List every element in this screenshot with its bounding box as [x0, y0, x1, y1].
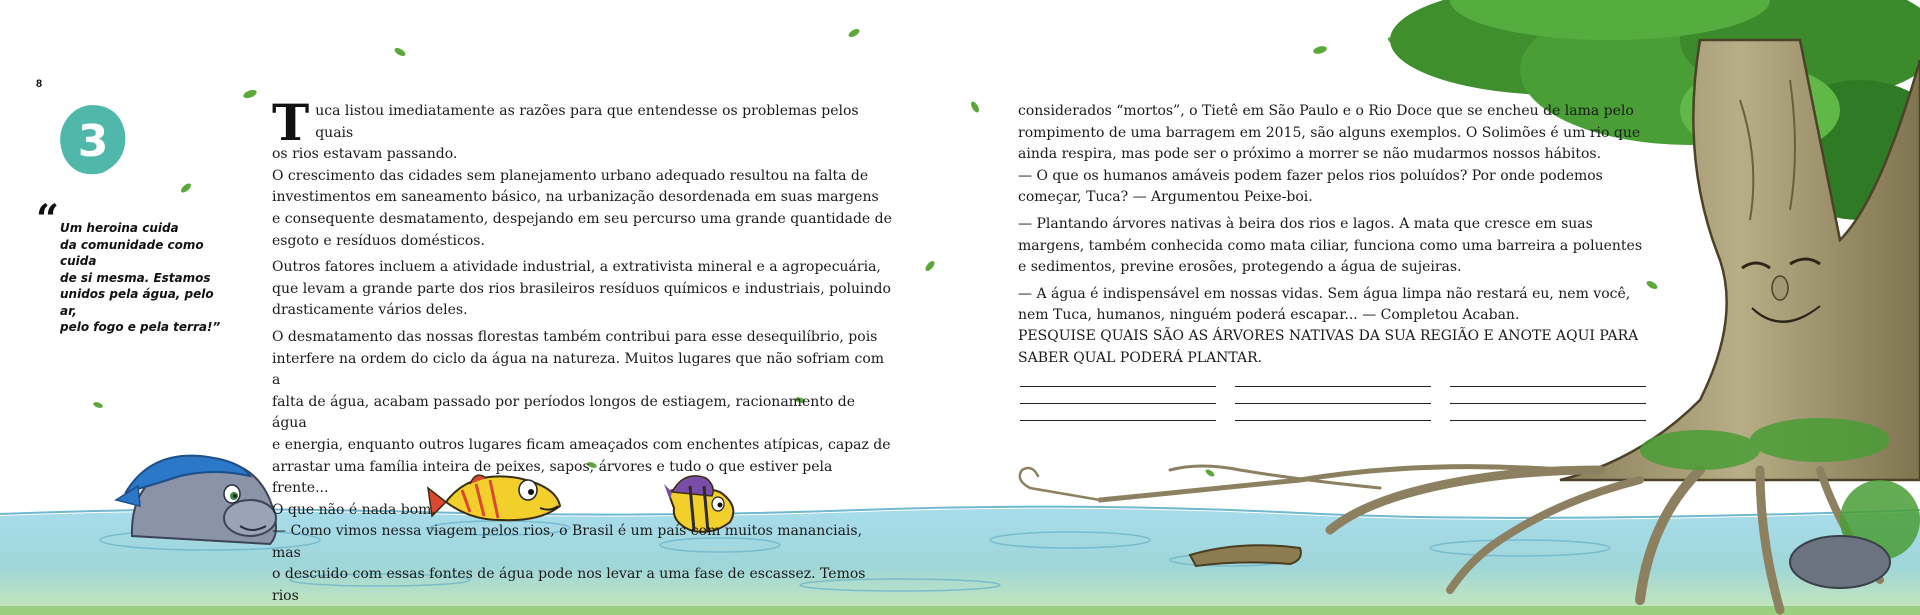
answer-blank[interactable]	[1450, 386, 1646, 387]
drop-cap: T	[272, 93, 310, 152]
answer-row	[1020, 420, 1646, 421]
paragraph: Outros fatores incluem a atividade industrial, a extrativista mineral e a agropecuária, que levam a grande parte dos rios brasileiros resíduos químicos e industriais, poluindo drasticamente vários deles.	[272, 259, 891, 319]
answer-lines	[1020, 386, 1646, 437]
quote-line: unidos pela água, pelo ar,	[60, 287, 214, 318]
paragraph: O desmatamento das nossas florestas também contribui para esse desequilíbrio, pois interfere na ordem do ciclo da água na natureza. Muitos lugares que não sofriam com a falta de água, acabam passado por períodos longos de estiagem, racionamento de água e energia, enquanto outros lugares ficam ameaçados com enchentes atípicas, capaz de arrastar uma família inteira de peixes, sapos, árvores e tudo o que estiver pela frente... O que não é nada bom.	[272, 328, 891, 518]
paragraph: O crescimento das cidades sem planejamento urbano adequado resultou na falta de investimentos em saneamento básico, na urbanização desordenada em suas margens e consequente desmatamento, despejando em seu percurso uma grande quantidade de esgoto e resíduos domésticos.	[272, 167, 892, 249]
answer-blank[interactable]	[1450, 403, 1646, 404]
paragraph-intro: uca listou imediatamente as razões para que entendesse os problemas pelos quais os rios estavam passando.	[272, 103, 859, 163]
paragraph: — O que os humanos amáveis podem fazer pelos rios poluídos? Por onde podemos começar, Tuca? — Argumentou Peixe-boi.	[1018, 167, 1603, 206]
quote-line: pelo fogo e pela terra!”	[60, 320, 221, 334]
chapter-badge	[58, 103, 128, 177]
answer-blank[interactable]	[1235, 403, 1431, 404]
quote-line: de si mesma. Estamos	[60, 270, 211, 285]
quote-line: da comunidade como cuida	[60, 237, 204, 268]
paragraph: considerados “mortos”, o Tietê em São Paulo e o Rio Doce que se encheu de lama pelo rompimento de uma barragem em 2015, são alguns exemplos. O Solimões é um rio que ainda respira, mas pode ser o próximo a morrer se não mudarmos nossos hábitos.	[1018, 103, 1641, 163]
answer-row	[1020, 403, 1646, 404]
answer-blank[interactable]	[1020, 386, 1216, 387]
quote-mark: “	[36, 196, 60, 243]
activity-prompt: PESQUISE QUAIS SÃO AS ÁRVORES NATIVAS DA SUA REGIÃO E ANOTE AQUI PARA SABER QUAL PODERÁ PLANTAR.	[1018, 328, 1639, 366]
answer-blank[interactable]	[1235, 386, 1431, 387]
answer-blank[interactable]	[1020, 403, 1216, 404]
paragraph: — Como vimos nessa viagem pelos rios, o Brasil é um país com muitos mananciais, mas o descuido com essas fontes de água pode nos levar a uma fase de escassez. Temos rios	[272, 523, 866, 605]
answer-blank[interactable]	[1450, 420, 1646, 421]
answer-blank[interactable]	[1235, 420, 1431, 421]
left-text-column	[272, 93, 892, 608]
answer-blank[interactable]	[1020, 420, 1216, 421]
quote-line: Um heroina cuida	[60, 221, 179, 235]
manatee-character	[116, 456, 276, 544]
pull-quote	[60, 220, 230, 336]
right-text-column	[1018, 101, 1658, 327]
page-number: 8	[36, 78, 43, 90]
chapter-number: 3	[77, 116, 109, 167]
paragraph: — A água é indispensável em nossas vidas. Sem água limpa não restará eu, nem você, nem Tuca, humanos, ninguém poderá escapar... — Completou Acaban.	[1018, 285, 1631, 324]
paragraph: — Plantando árvores nativas à beira dos rios e lagos. A mata que cresce em suas margens, também conhecida como mata ciliar, funciona como uma barreira a poluentes e sedimentos, previne erosões, protegendo a água de sujeiras.	[1018, 215, 1643, 276]
answer-row	[1020, 386, 1646, 387]
river-rock	[1790, 536, 1890, 588]
